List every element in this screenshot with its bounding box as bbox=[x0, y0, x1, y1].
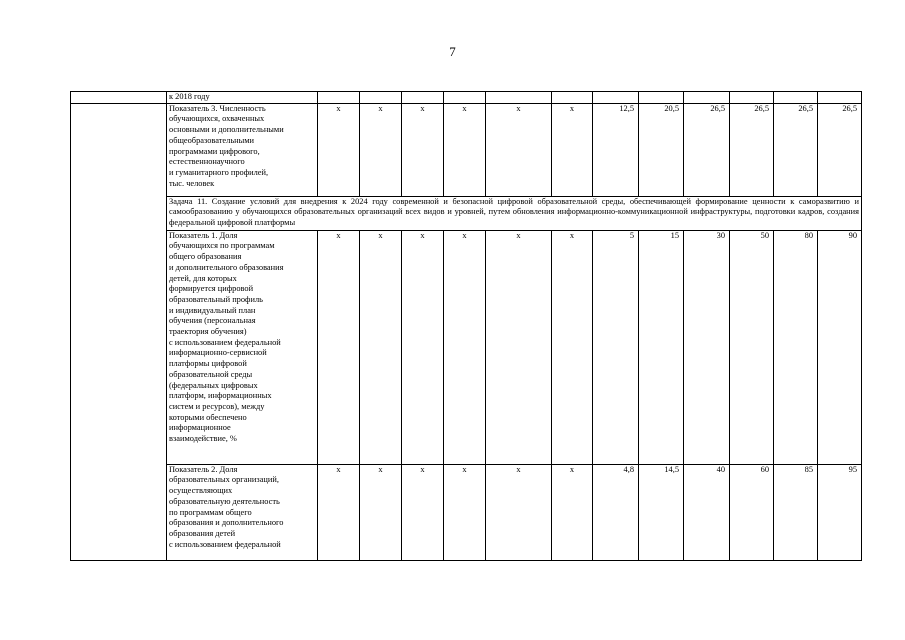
indicators-table bbox=[70, 91, 862, 561]
value-cell: 40 bbox=[684, 464, 730, 560]
value-cell: 26,5 bbox=[730, 103, 774, 196]
table-row bbox=[71, 464, 862, 560]
value-cell: 60 bbox=[730, 464, 774, 560]
value-cell: 4,8 bbox=[593, 464, 639, 560]
indicator-name: Показатель 1. Доля обучающихся по программам общего образования и дополнительного образования детей, для которых формируется цифровой образовательный профиль и индивидуальный план обучения (персональная траектория обучения) с использованием федеральной информационно-сервисной платформы цифровой образовательной среды (федеральных цифровых платформ, информационных систем и ресурсов), между которыми обеспечено информационное взаимодействие, % bbox=[167, 230, 318, 464]
table-row bbox=[71, 92, 862, 104]
value-cell: x bbox=[486, 464, 552, 560]
value-cell: 95 bbox=[818, 464, 862, 560]
value-cell: x bbox=[444, 464, 486, 560]
value-cell: 80 bbox=[774, 230, 818, 464]
value-cell: x bbox=[444, 230, 486, 464]
value-cell: x bbox=[360, 103, 402, 196]
value-cell: 12,5 bbox=[593, 103, 639, 196]
value-cell: x bbox=[360, 464, 402, 560]
value-cell: x bbox=[360, 230, 402, 464]
table-row bbox=[71, 230, 862, 464]
value-cell: 26,5 bbox=[818, 103, 862, 196]
value-cell: 26,5 bbox=[684, 103, 730, 196]
value-cell: x bbox=[486, 103, 552, 196]
value-cell: 85 bbox=[774, 464, 818, 560]
value-cell: x bbox=[402, 464, 444, 560]
value-cell: 30 bbox=[684, 230, 730, 464]
continuation-cell: к 2018 году bbox=[167, 92, 318, 104]
table-row bbox=[71, 103, 862, 196]
value-cell: 90 bbox=[818, 230, 862, 464]
indicator-name: Показатель 2. Доля образовательных организаций, осуществляющих образовательную деятельность по программам общего образования и дополнительного образования детей с использованием федеральной bbox=[167, 464, 318, 560]
value-cell: x bbox=[486, 230, 552, 464]
value-cell: x bbox=[552, 103, 593, 196]
task-description: Задача 11. Создание условий для внедрения к 2024 году современной и безопасной цифровой образовательной среды, обеспечивающей формирование ценности к саморазвитию и самообразованию у обучающихся образовательных организаций всех видов и уровней, путем обновления информационно-коммуникационной инфраструктуры, подготовки кадров, создания федеральной цифровой платформы bbox=[167, 196, 862, 230]
value-cell: 15 bbox=[639, 230, 684, 464]
value-cell: x bbox=[318, 103, 360, 196]
value-cell: x bbox=[444, 103, 486, 196]
empty-cell bbox=[71, 103, 167, 560]
value-cell: x bbox=[318, 464, 360, 560]
page-number: 7 bbox=[449, 44, 456, 59]
value-cell: x bbox=[552, 230, 593, 464]
value-cell: x bbox=[402, 103, 444, 196]
table-row bbox=[71, 196, 862, 230]
value-cell: x bbox=[318, 230, 360, 464]
empty-cell bbox=[71, 92, 167, 104]
value-cell: 14,5 bbox=[639, 464, 684, 560]
indicator-name: Показатель 3. Численность обучающихся, охваченных основными и дополнительными общеобразовательными программами цифрового, естественнонаучного и гуманитарного профилей, тыс. человек bbox=[167, 103, 318, 196]
value-cell: 50 bbox=[730, 230, 774, 464]
value-cell: x bbox=[552, 464, 593, 560]
value-cell: 26,5 bbox=[774, 103, 818, 196]
value-cell: 20,5 bbox=[639, 103, 684, 196]
value-cell: x bbox=[402, 230, 444, 464]
value-cell: 5 bbox=[593, 230, 639, 464]
